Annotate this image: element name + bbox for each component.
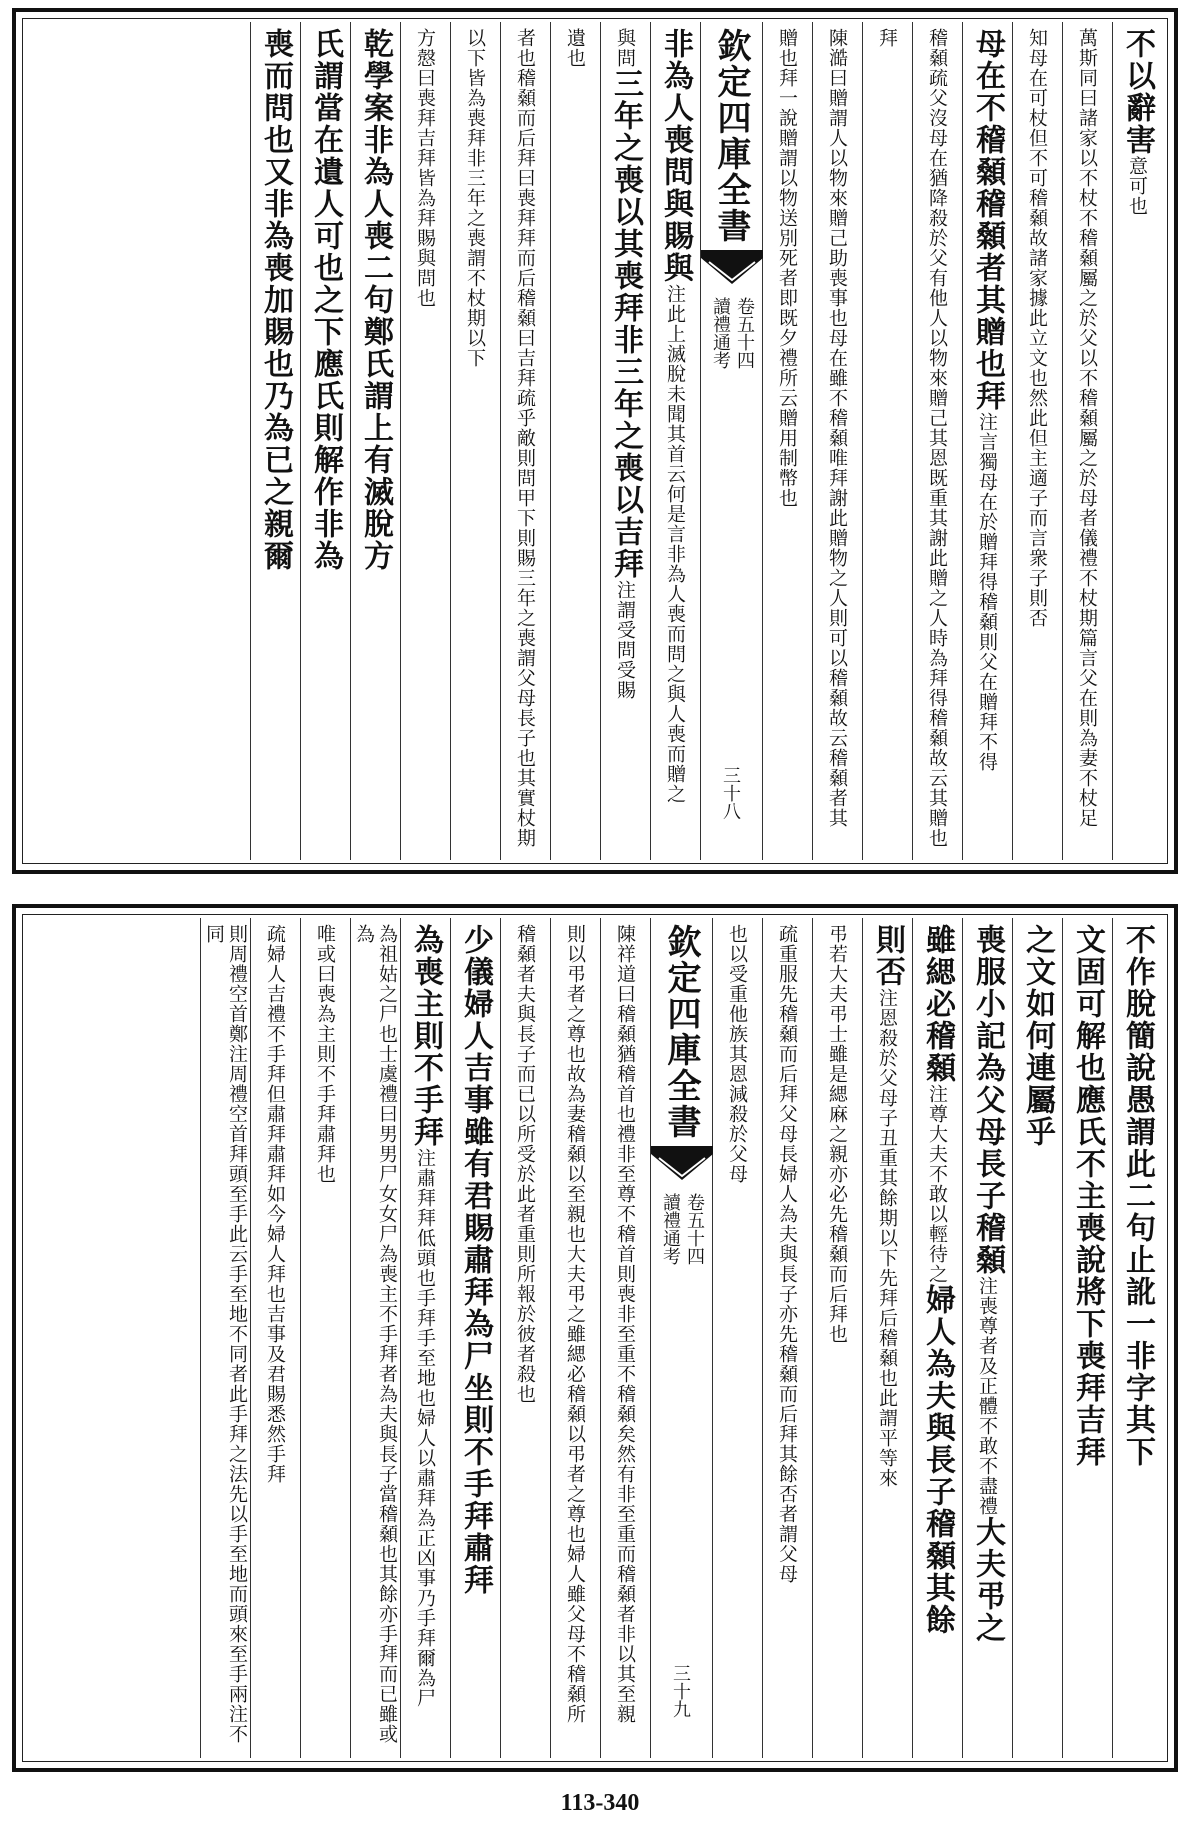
text-column — [762, 22, 812, 860]
annotation-text: 陳澔曰贈謂人以物來贈己助喪事也母在雖不稽顙唯拜謝此贈物之人則可以稽顙故云稽顙者其 — [826, 28, 848, 828]
annotation-text: 疏重服先稽顙而后拜父母長婦人為夫與長子亦先稽顙而后拜其餘否者謂父母 — [776, 924, 798, 1584]
annotation-text: 注此上滅脫未聞其首云何是言非為人喪而問之與人喪而贈之 — [664, 284, 686, 804]
text-column — [1012, 918, 1062, 1758]
annotation-text: 萬斯同曰諸家以不杖不稽顙屬之於父以不稽顙屬之於母者儀禮不杖期篇言父在則為妻不杖足 — [1076, 28, 1098, 828]
text-column — [400, 918, 450, 1758]
annotation-text: 以下皆為喪拜非三年之喪謂不杖期以下 — [464, 28, 486, 368]
text-column — [550, 22, 600, 860]
text-column — [600, 22, 650, 860]
text-column — [300, 22, 350, 860]
annotation-text: 意可也 — [1126, 156, 1148, 216]
leaf-number: 三十八 — [720, 766, 741, 820]
text-column — [550, 918, 600, 1758]
annotation-text: 注恩殺於父母子丑重其餘期以下先拜后稽顙也此謂平等來 — [876, 988, 898, 1488]
annotation-text: 注言獨母在於贈拜得稽顙則父在贈拜不得 — [976, 412, 998, 772]
text-column — [862, 22, 912, 860]
annotation-text: 贈也拜一說贈謂以物送別死者即既夕禮所云贈用制幣也 — [776, 28, 798, 508]
text-column — [1012, 22, 1062, 860]
main-text: 三年之喪以其喪拜非三年之喪以吉拜 — [608, 68, 643, 580]
text-column — [712, 918, 762, 1758]
text-column — [812, 22, 862, 860]
main-text: 氏謂當在遺人可也之下應氏則解作非為 — [308, 28, 343, 572]
text-column — [962, 918, 1012, 1758]
text-column — [1112, 918, 1162, 1758]
text-column — [250, 22, 300, 860]
volume-number: 卷五十四 — [684, 1193, 705, 1265]
text-column — [812, 918, 862, 1758]
main-text: 則否 — [870, 924, 905, 988]
annotation-text: 為祖姑之尸也士虞禮曰男男尸女女尸為喪主不手拜者為夫與長子當稽顙也其餘亦手拜而已雖或為 — [353, 924, 398, 1744]
main-text: 不作脫簡說愚謂此二句止訛一非字其下 — [1120, 924, 1155, 1468]
text-column — [300, 918, 350, 1758]
main-text: 之文如何連屬乎 — [1020, 924, 1055, 1148]
annotation-text: 注肅拜拜低頭也手拜手至地也婦人以肅拜為正凶事乃手拜爾為尸 — [414, 1148, 436, 1708]
text-column — [762, 918, 812, 1758]
text-column — [450, 22, 500, 860]
annotation-text: 與問 — [614, 28, 636, 68]
main-text: 非為人喪問與賜與 — [658, 28, 693, 284]
annotation-text: 陳祥道曰稽顙猶稽首也禮非至尊不稽首則喪非至重不稽顙矣然有非至重而稽顙者非以其至親 — [614, 924, 636, 1724]
annotation-text: 遺也 — [564, 28, 586, 68]
annotation-text: 者也稽顙而后拜曰喪拜拜而后稽顙曰吉拜疏乎敵則問甲下則賜三年之喪謂父母長子也其實杖期 — [514, 28, 536, 848]
top-page — [12, 8, 1178, 874]
text-column — [500, 22, 550, 860]
annotation-text: 則以弔者之尊也故為妻稽顙以至親也大夫弔之雖緦必稽顙以弔者之尊也婦人雖父母不稽顙所 — [564, 924, 586, 1724]
annotation-text: 拜 — [876, 28, 898, 48]
text-column — [200, 918, 250, 1758]
annotation-text: 弔若大夫弔士雖是緦麻之親亦必先稽顙而后拜也 — [826, 924, 848, 1344]
book-name: 讀禮通考 — [710, 297, 731, 369]
main-text: 婦人為夫與長子稽顙其餘 — [920, 1284, 955, 1636]
main-text: 少儀婦人吉事雖有君賜肅拜為尸坐則不手拜肅拜 — [458, 924, 493, 1596]
text-column — [1062, 22, 1112, 860]
annotation-text: 疏婦人吉禮不手拜但肅拜肅拜如今婦人拜也吉事及君賜悉然手拜 — [264, 924, 286, 1484]
main-text: 喪服小記為父母長子稽顙 — [970, 924, 1005, 1276]
text-column — [912, 22, 962, 860]
annotation-text: 也以受重他族其恩減殺於父母 — [726, 924, 748, 1184]
main-text: 為喪主則不手拜 — [408, 924, 443, 1148]
annotation-text: 注尊大夫不敢以輕待之 — [926, 1084, 948, 1284]
top-columns — [28, 22, 1162, 860]
fish-tail-mark — [701, 250, 763, 290]
text-column — [1112, 22, 1162, 860]
text-column — [500, 918, 550, 1758]
text-column — [1062, 918, 1112, 1758]
bottom-page — [12, 904, 1178, 1772]
text-column — [912, 918, 962, 1758]
main-text: 不以辭害 — [1120, 28, 1155, 156]
main-text: 乾學案非為人喪二句鄭氏謂上有滅脫方 — [358, 28, 393, 572]
text-column — [600, 918, 650, 1758]
annotation-text: 方慤曰喪拜吉拜皆為拜賜與問也 — [414, 28, 436, 308]
main-text: 喪而問也又非為喪加賜也乃為已之親爾 — [258, 28, 293, 572]
center-banner — [650, 918, 712, 1758]
text-column — [350, 22, 400, 860]
text-column — [350, 918, 400, 1758]
text-column — [250, 918, 300, 1758]
bottom-columns — [28, 918, 1162, 1758]
leaf-number: 三十九 — [670, 1664, 691, 1718]
book-name: 讀禮通考 — [660, 1193, 681, 1265]
text-column — [400, 22, 450, 860]
annotation-text: 注喪尊者及正體不敢不盡禮 — [976, 1276, 998, 1516]
annotation-text: 稽顙者夫與長子而已以所受於此者重則所報於彼者殺也 — [514, 924, 536, 1404]
main-text: 雖緦必稽顙 — [920, 924, 955, 1084]
page-code: 113-340 — [560, 1790, 640, 1816]
fish-tail-mark — [651, 1146, 713, 1186]
main-text: 母在不稽顙稽顙者其贈也拜 — [970, 28, 1005, 412]
annotation-text: 則周禮空首鄭注周禮空首拜頭至手此云手至地不同者此手拜之法先以手至地而頭來至手兩注不同 — [203, 924, 248, 1744]
text-column — [450, 918, 500, 1758]
book-series-title: 欽定四庫全書 — [661, 924, 701, 1140]
book-series-title: 欽定四庫全書 — [711, 28, 751, 244]
annotation-text: 唯或曰喪為主則不手拜肅拜也 — [314, 924, 336, 1184]
annotation-text: 稽顙疏父沒母在猶降殺於父有他人以物來贈己其恩既重其謝此贈之人時為拜得稽顙故云其贈也 — [926, 28, 948, 848]
main-text: 大夫弔之 — [970, 1516, 1005, 1644]
annotation-text: 知母在可杖但不可稽顙故諸家據此立文也然此但主適子而言衆子則否 — [1026, 28, 1048, 628]
text-column — [962, 22, 1012, 860]
main-text: 文固可解也應氏不主喪說將下喪拜吉拜 — [1070, 924, 1105, 1468]
annotation-text: 注謂受問受賜 — [614, 580, 636, 700]
center-banner — [700, 22, 762, 860]
text-column — [650, 22, 700, 860]
text-column — [862, 918, 912, 1758]
volume-number: 卷五十四 — [734, 297, 755, 369]
